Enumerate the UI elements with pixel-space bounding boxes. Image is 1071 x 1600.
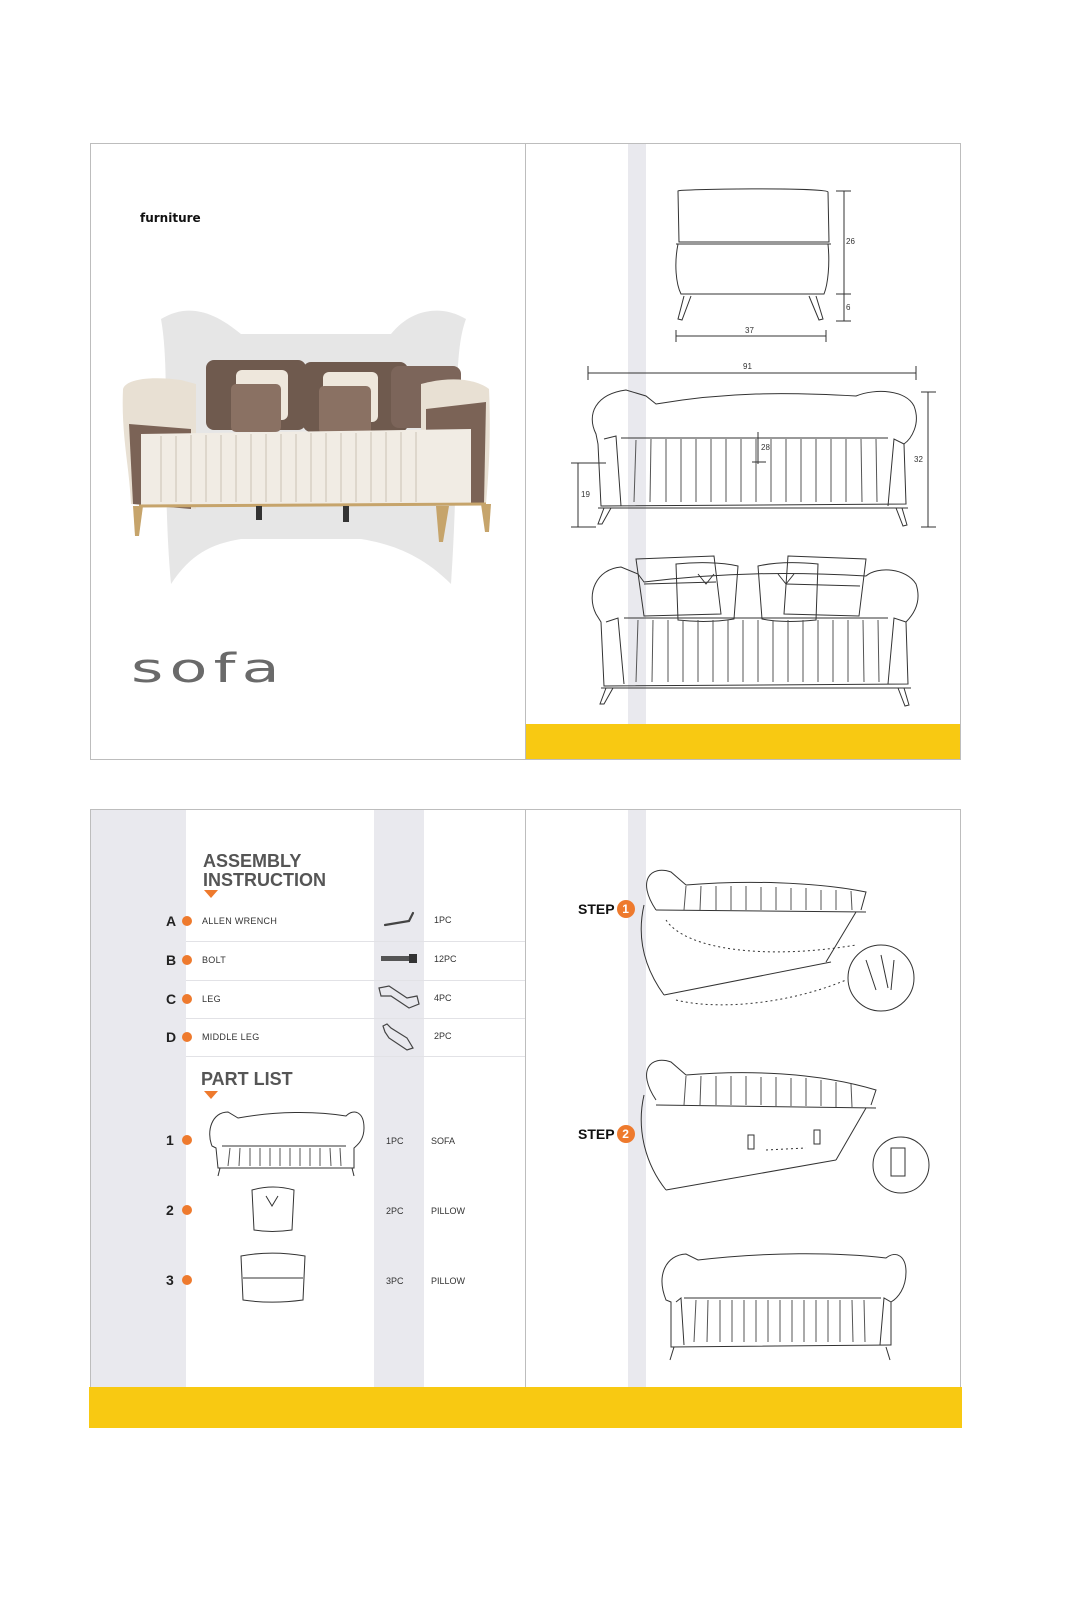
- hardware-row: [91, 986, 526, 1020]
- part-letter: A: [166, 913, 177, 929]
- bullet-dot: [182, 1032, 192, 1042]
- middle-grey-column: [374, 810, 424, 1387]
- part-number: 3: [166, 1272, 174, 1288]
- product-name: sofa: [131, 646, 286, 692]
- bullet-dot: [182, 1205, 192, 1215]
- middle-leg-icon: [379, 1022, 419, 1052]
- part-number: 2: [166, 1202, 174, 1218]
- part-name: ALLEN WRENCH: [202, 916, 278, 926]
- bullet-dot: [182, 1135, 192, 1145]
- pillow-stripe-drawing: [237, 1252, 309, 1304]
- part-qty: 4PC: [434, 993, 452, 1003]
- title-marker: [204, 890, 218, 898]
- part-qty: 2PC: [434, 1031, 452, 1041]
- assembly-title-line1: ASSEMBLY: [203, 851, 302, 871]
- dim-side-height: 26: [846, 237, 855, 246]
- part-qty: 3PC: [386, 1276, 404, 1286]
- row-divider: [186, 980, 526, 981]
- pillow-v-drawing: [248, 1186, 298, 1232]
- part-name: BOLT: [202, 955, 227, 965]
- title-marker: [204, 1091, 218, 1099]
- row-divider: [186, 1056, 526, 1057]
- row-divider: [186, 941, 526, 942]
- dim-seat-height: 19: [581, 490, 590, 499]
- part-name: PILLOW: [431, 1276, 466, 1286]
- yellow-footer-band: [526, 724, 961, 760]
- part-letter: D: [166, 1029, 177, 1045]
- hardware-row: [91, 908, 526, 942]
- assembly-title: [203, 852, 326, 890]
- part-letter: C: [166, 991, 177, 1007]
- cover-page: [90, 143, 526, 760]
- dim-width: 91: [743, 362, 752, 371]
- part-list-title: PART LIST: [201, 1069, 293, 1089]
- left-grey-column: [91, 810, 186, 1387]
- part-qty: 1PC: [434, 915, 452, 925]
- dim-depth: 37: [745, 326, 754, 335]
- dimensions-page: [525, 143, 961, 760]
- leg-icon: [377, 984, 421, 1014]
- sofa-part-drawing: [206, 1106, 366, 1176]
- part-qty: 1PC: [386, 1136, 404, 1146]
- dim-total-height: 32: [914, 455, 923, 464]
- bullet-dot: [182, 955, 192, 965]
- step-word: STEP: [578, 1126, 615, 1142]
- assembly-page: [90, 809, 526, 1387]
- bolt-icon: [381, 953, 421, 967]
- dim-leg-height: 6: [846, 303, 851, 312]
- bullet-dot: [182, 1275, 192, 1285]
- step-2-number: 2: [617, 1125, 635, 1143]
- bullet-dot: [182, 916, 192, 926]
- brand-label: furniture: [140, 211, 201, 225]
- assembly-title-line2: INSTRUCTION: [203, 870, 326, 890]
- hardware-row: [91, 947, 526, 981]
- part-name: PILLOW: [431, 1206, 466, 1216]
- dimension-drawings: [526, 144, 961, 724]
- hardware-row: [91, 1024, 526, 1058]
- dim-seat-depth: 28: [761, 443, 770, 452]
- part-qty: 2PC: [386, 1206, 404, 1216]
- part-name: MIDDLE LEG: [202, 1032, 260, 1042]
- row-divider: [186, 1018, 526, 1019]
- step-drawings: [526, 810, 961, 1387]
- part-letter: B: [166, 952, 177, 968]
- steps-page: [525, 809, 961, 1387]
- bullet-dot: [182, 994, 192, 1004]
- part-number: 1: [166, 1132, 174, 1148]
- part-qty: 12PC: [434, 954, 457, 964]
- part-name: LEG: [202, 994, 221, 1004]
- part-name: SOFA: [431, 1136, 456, 1146]
- step-1-number: 1: [617, 900, 635, 918]
- yellow-bottom-band: [89, 1387, 962, 1428]
- step-word: STEP: [578, 901, 615, 917]
- allen-wrench-icon: [383, 911, 417, 931]
